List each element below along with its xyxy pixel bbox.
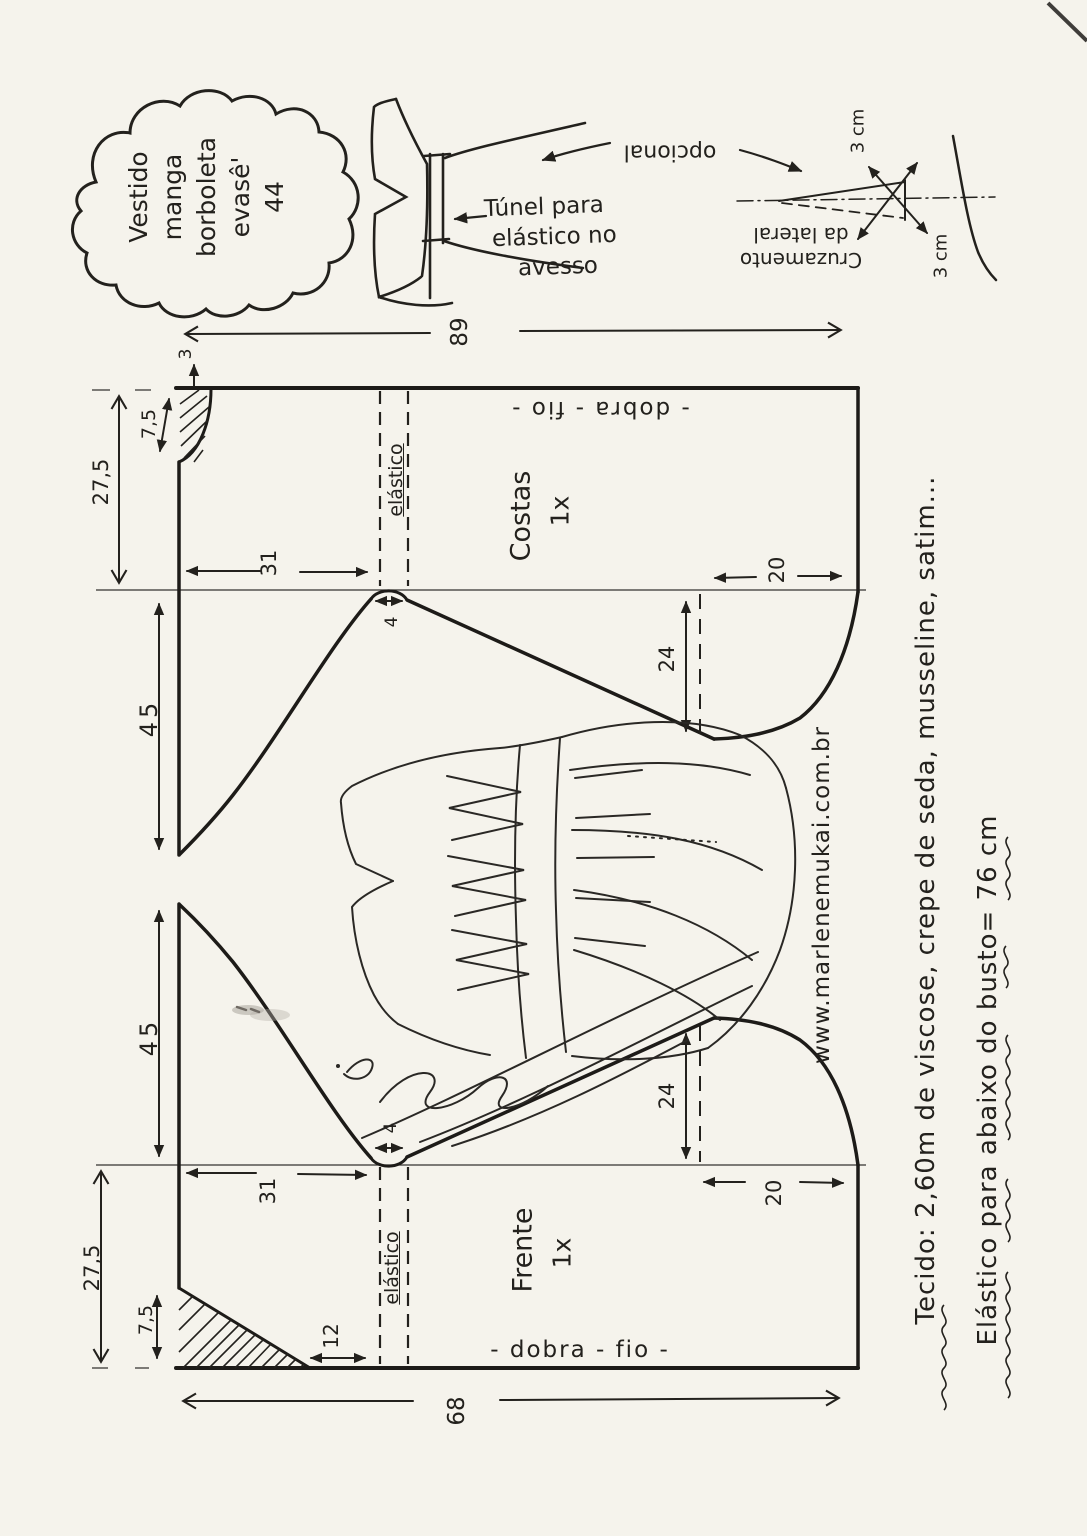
elastic-note: Elástico para abaixo do busto= 76 cm: [973, 814, 1003, 1346]
back-width-27-5: 27,5: [89, 458, 113, 506]
front-measure-arrows: [101, 911, 843, 1401]
fabric-note: Tecido: 2,60m de viscose, crepe de seda, musseline, satim...: [911, 475, 941, 1325]
pencil-smudge: [232, 1005, 290, 1021]
crossing-measure-bottom: 3 cm: [930, 233, 952, 279]
sleeve-note-line-3: avesso: [517, 252, 599, 282]
title-line-2: manga: [158, 153, 187, 241]
back-side-24: 24: [655, 645, 679, 673]
title-line-3: borboleta: [192, 136, 221, 258]
title-cloud-text: [122, 137, 292, 257]
front-bodice-width-31: 31: [256, 1177, 280, 1205]
front-neck-depth-7-5: 7,5: [135, 1304, 157, 1336]
front-hem-20: 20: [762, 1179, 786, 1207]
back-fold-label: - dobra - fio -: [510, 396, 690, 422]
front-piece-outline: [176, 904, 858, 1368]
front-side-24: 24: [655, 1082, 679, 1110]
front-width-27-5: 27,5: [80, 1244, 104, 1292]
back-hem-20: 20: [765, 556, 789, 584]
front-piece-qty: 1x: [547, 1237, 577, 1269]
back-piece-qty: 1x: [545, 495, 575, 527]
front-shoulder-4: 4: [381, 1122, 401, 1134]
back-skirt-width-45: 45: [135, 698, 163, 738]
optional-label: opcional: [623, 139, 717, 165]
sleeve-note-line-1: Túnel para: [483, 191, 605, 223]
scan-artifact: [1048, 3, 1087, 41]
sleeve-note-line-2: elástico no: [491, 221, 618, 253]
front-neck-offset-12: 12: [319, 1323, 343, 1349]
crossing-label-line-2: da lateral: [753, 223, 849, 247]
title-line-1: Vestido: [124, 151, 153, 243]
crossing-measure-top: 3 cm: [847, 108, 869, 154]
back-piece-name: Costas: [505, 470, 537, 562]
website-note: www.marlenemukai.com.br: [809, 725, 835, 1065]
back-neck-width-3: 3: [176, 348, 196, 360]
front-fold-label: - dobra - fio -: [490, 1337, 670, 1363]
signature: [336, 952, 758, 1146]
back-bodice-width-31: 31: [257, 549, 281, 577]
back-length-89: 89: [447, 317, 473, 347]
front-elastic-label: elástico: [381, 1231, 403, 1305]
front-piece-name: Frente: [507, 1207, 539, 1293]
back-shoulder-4: 4: [382, 616, 402, 628]
dress-sketch: [341, 722, 795, 1059]
crossing-label: [740, 222, 862, 272]
title-size-number: 44: [260, 181, 289, 213]
crossing-label-line-1: Cruzamento: [739, 248, 863, 272]
front-neck-hatching: [179, 1296, 304, 1368]
back-neck-depth-7-5: 7,5: [138, 408, 160, 440]
front-skirt-width-45: 45: [135, 1017, 163, 1057]
front-length-68: 68: [444, 1396, 470, 1426]
back-elastic-label: elástico: [385, 443, 407, 517]
title-line-4: evasê': [226, 156, 255, 238]
